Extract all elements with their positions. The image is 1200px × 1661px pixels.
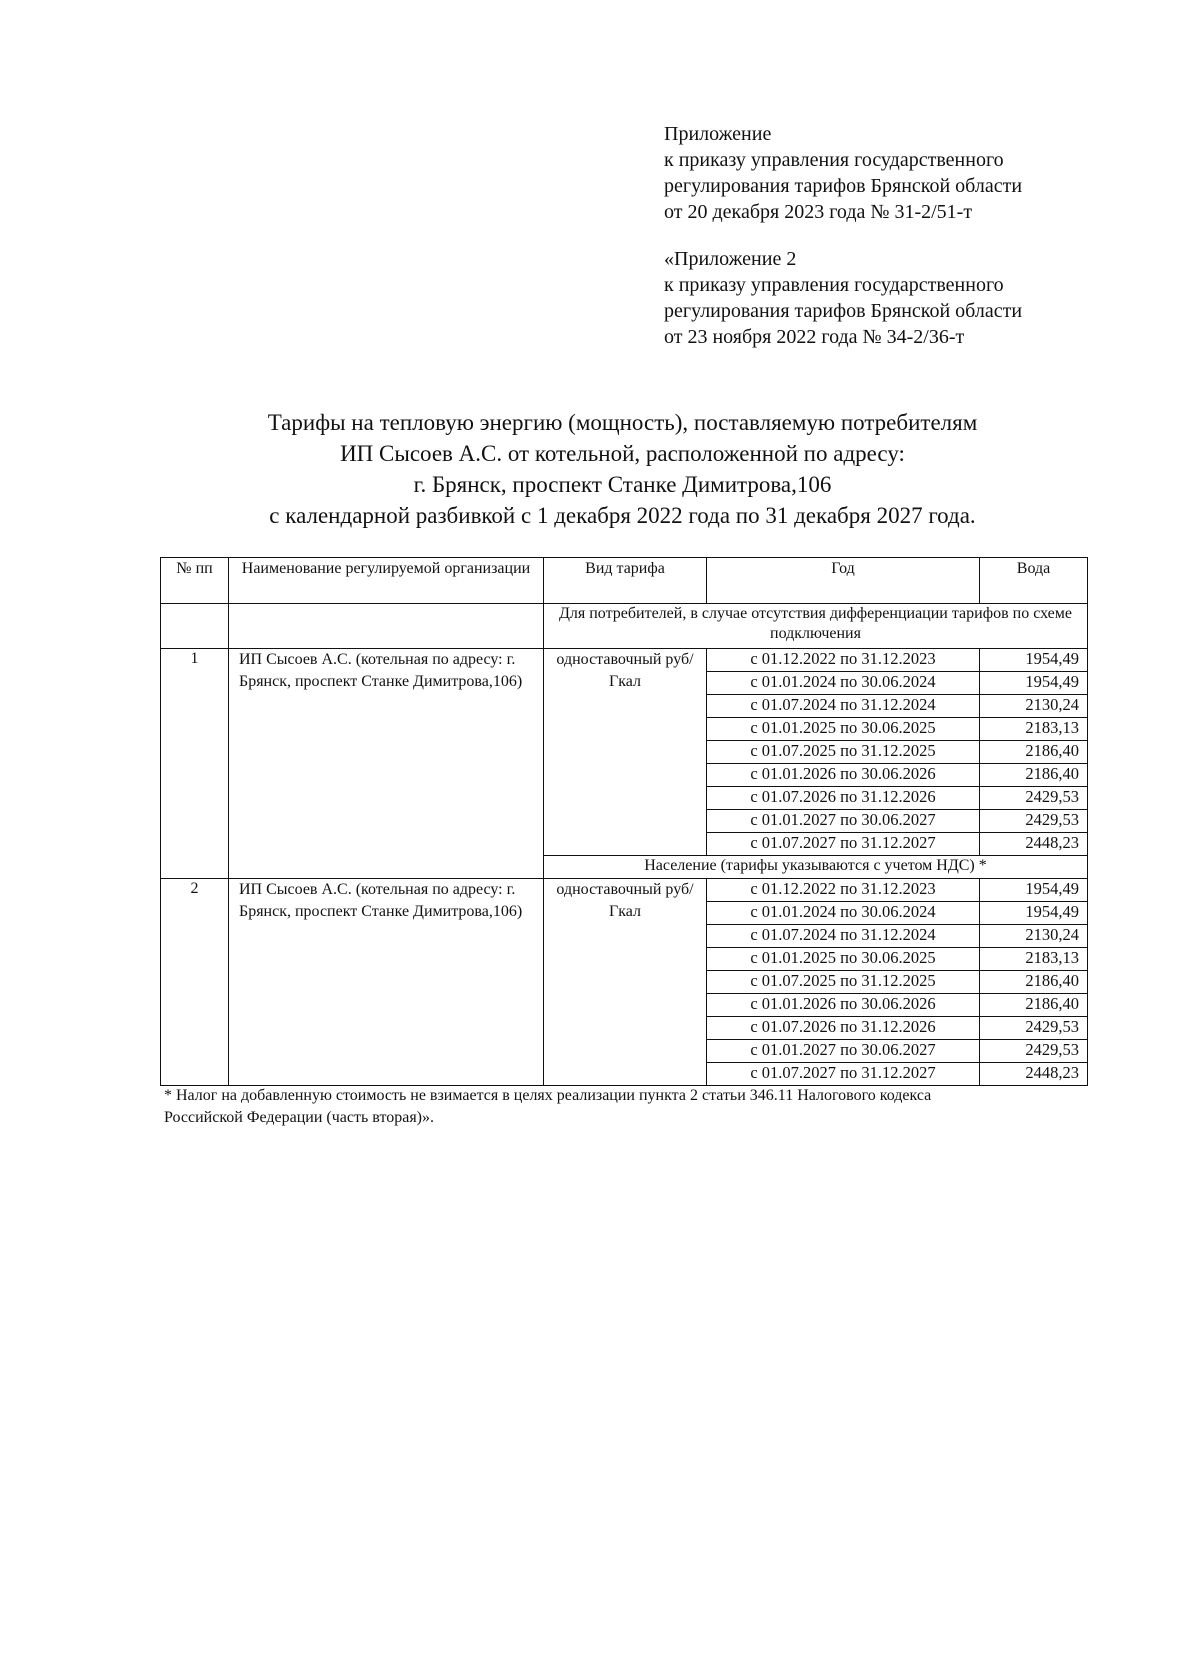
appendix-header <box>664 121 1022 225</box>
appendix-line: Приложение <box>664 123 772 145</box>
tariff-period: с 01.01.2026 по 30.06.2026 <box>707 764 980 787</box>
tariff-period: с 01.01.2024 по 30.06.2024 <box>707 672 980 695</box>
tariff-period: с 01.01.2025 по 30.06.2025 <box>707 718 980 741</box>
section-label-row <box>161 604 1088 649</box>
water-tariff-value: 2130,24 <box>980 925 1088 948</box>
title-line: ИП Сысоев А.С. от котельной, расположенной по адресу: <box>340 441 905 466</box>
appendix-2-line: к приказу управления государственного <box>664 274 1004 296</box>
appendix-line: регулирования тарифов Брянской области <box>664 175 1023 197</box>
water-tariff-value: 2183,13 <box>980 718 1088 741</box>
tariff-period: с 01.01.2024 по 30.06.2024 <box>707 902 980 925</box>
tariff-table <box>160 557 1088 1086</box>
water-tariff-value: 2429,53 <box>980 810 1088 833</box>
tariff-period: с 01.07.2025 по 31.12.2025 <box>707 971 980 994</box>
table-row <box>161 649 1088 672</box>
section-empty-org <box>229 604 544 649</box>
water-tariff-value: 2130,24 <box>980 695 1088 718</box>
appendix-2-line: регулирования тарифов Брянской области <box>664 300 1023 322</box>
table-row <box>161 879 1088 902</box>
tariff-period: с 01.01.2025 по 30.06.2025 <box>707 948 980 971</box>
section-label: Население (тарифы указываются с учетом НДС) * <box>544 856 1088 879</box>
water-tariff-value: 2448,23 <box>980 1063 1088 1086</box>
water-tariff-value: 2186,40 <box>980 971 1088 994</box>
table-header-row <box>161 558 1088 604</box>
header-year: Год <box>707 558 980 604</box>
tariff-period: с 01.01.2027 по 30.06.2027 <box>707 810 980 833</box>
appendix-2-line: «Приложение 2 <box>664 248 797 270</box>
tariff-table-body <box>161 558 1088 1086</box>
tariff-period: с 01.07.2026 по 31.12.2026 <box>707 1017 980 1040</box>
appendix-2-header <box>664 246 1022 350</box>
tariff-type: одноставочный руб/Гкал <box>544 879 707 1086</box>
title-line: г. Брянск, проспект Станке Димитрова,106 <box>413 472 832 497</box>
appendix-2-line: от 23 ноября 2022 года № 34-2/36-т <box>664 326 965 348</box>
row-number: 2 <box>161 879 229 1086</box>
tariff-period: с 01.07.2027 по 31.12.2027 <box>707 1063 980 1086</box>
water-tariff-value: 1954,49 <box>980 879 1088 902</box>
tariff-period: с 01.01.2027 по 30.06.2027 <box>707 1040 980 1063</box>
footnote-line: * Налог на добавленную стоимость не взимается в целях реализации пункта 2 статьи 346.11 Налогового кодекса <box>164 1087 932 1104</box>
tariff-period: с 01.12.2022 по 31.12.2023 <box>707 649 980 672</box>
water-tariff-value: 2429,53 <box>980 787 1088 810</box>
section-empty-num <box>161 604 229 649</box>
water-tariff-value: 1954,49 <box>980 649 1088 672</box>
appendix-line: к приказу управления государственного <box>664 149 1004 171</box>
row-number: 1 <box>161 649 229 879</box>
organization-name: ИП Сысоев А.С. (котельная по адресу: г. Брянск, проспект Станке Димитрова,106) <box>229 649 544 879</box>
water-tariff-value: 2186,40 <box>980 994 1088 1017</box>
tariff-period: с 01.07.2026 по 31.12.2026 <box>707 787 980 810</box>
water-tariff-value: 2186,40 <box>980 741 1088 764</box>
document-title <box>150 407 1095 531</box>
tariff-period: с 01.01.2026 по 30.06.2026 <box>707 994 980 1017</box>
title-line: Тарифы на тепловую энергию (мощность), поставляемую потребителям <box>267 410 978 435</box>
water-tariff-value: 1954,49 <box>980 672 1088 695</box>
water-tariff-value: 2429,53 <box>980 1017 1088 1040</box>
water-tariff-value: 2429,53 <box>980 1040 1088 1063</box>
footnote-line: Российской Федерации (часть вторая)». <box>164 1109 435 1126</box>
tariff-period: с 01.07.2025 по 31.12.2025 <box>707 741 980 764</box>
tariff-period: с 01.12.2022 по 31.12.2023 <box>707 879 980 902</box>
water-tariff-value: 2448,23 <box>980 833 1088 856</box>
header-water: Вода <box>980 558 1088 604</box>
tariff-period: с 01.07.2024 по 31.12.2024 <box>707 925 980 948</box>
title-line: с календарной разбивкой с 1 декабря 2022 года по 31 декабря 2027 года. <box>269 503 976 528</box>
water-tariff-value: 2183,13 <box>980 948 1088 971</box>
header-org: Наименование регулируемой организации <box>229 558 544 604</box>
water-tariff-value: 2186,40 <box>980 764 1088 787</box>
header-tariff-type: Вид тарифа <box>544 558 707 604</box>
appendix-line: от 20 декабря 2023 года № 31-2/51-т <box>664 201 973 223</box>
tariff-type: одноставочный руб/Гкал <box>544 649 707 856</box>
section-label: Для потребителей, в случае отсутствия дифференциации тарифов по схеме подключения <box>544 604 1088 649</box>
footnote <box>164 1085 1094 1129</box>
organization-name: ИП Сысоев А.С. (котельная по адресу: г. Брянск, проспект Станке Димитрова,106) <box>229 879 544 1086</box>
tariff-period: с 01.07.2024 по 31.12.2024 <box>707 695 980 718</box>
header-num: № пп <box>161 558 229 604</box>
water-tariff-value: 1954,49 <box>980 902 1088 925</box>
tariff-period: с 01.07.2027 по 31.12.2027 <box>707 833 980 856</box>
